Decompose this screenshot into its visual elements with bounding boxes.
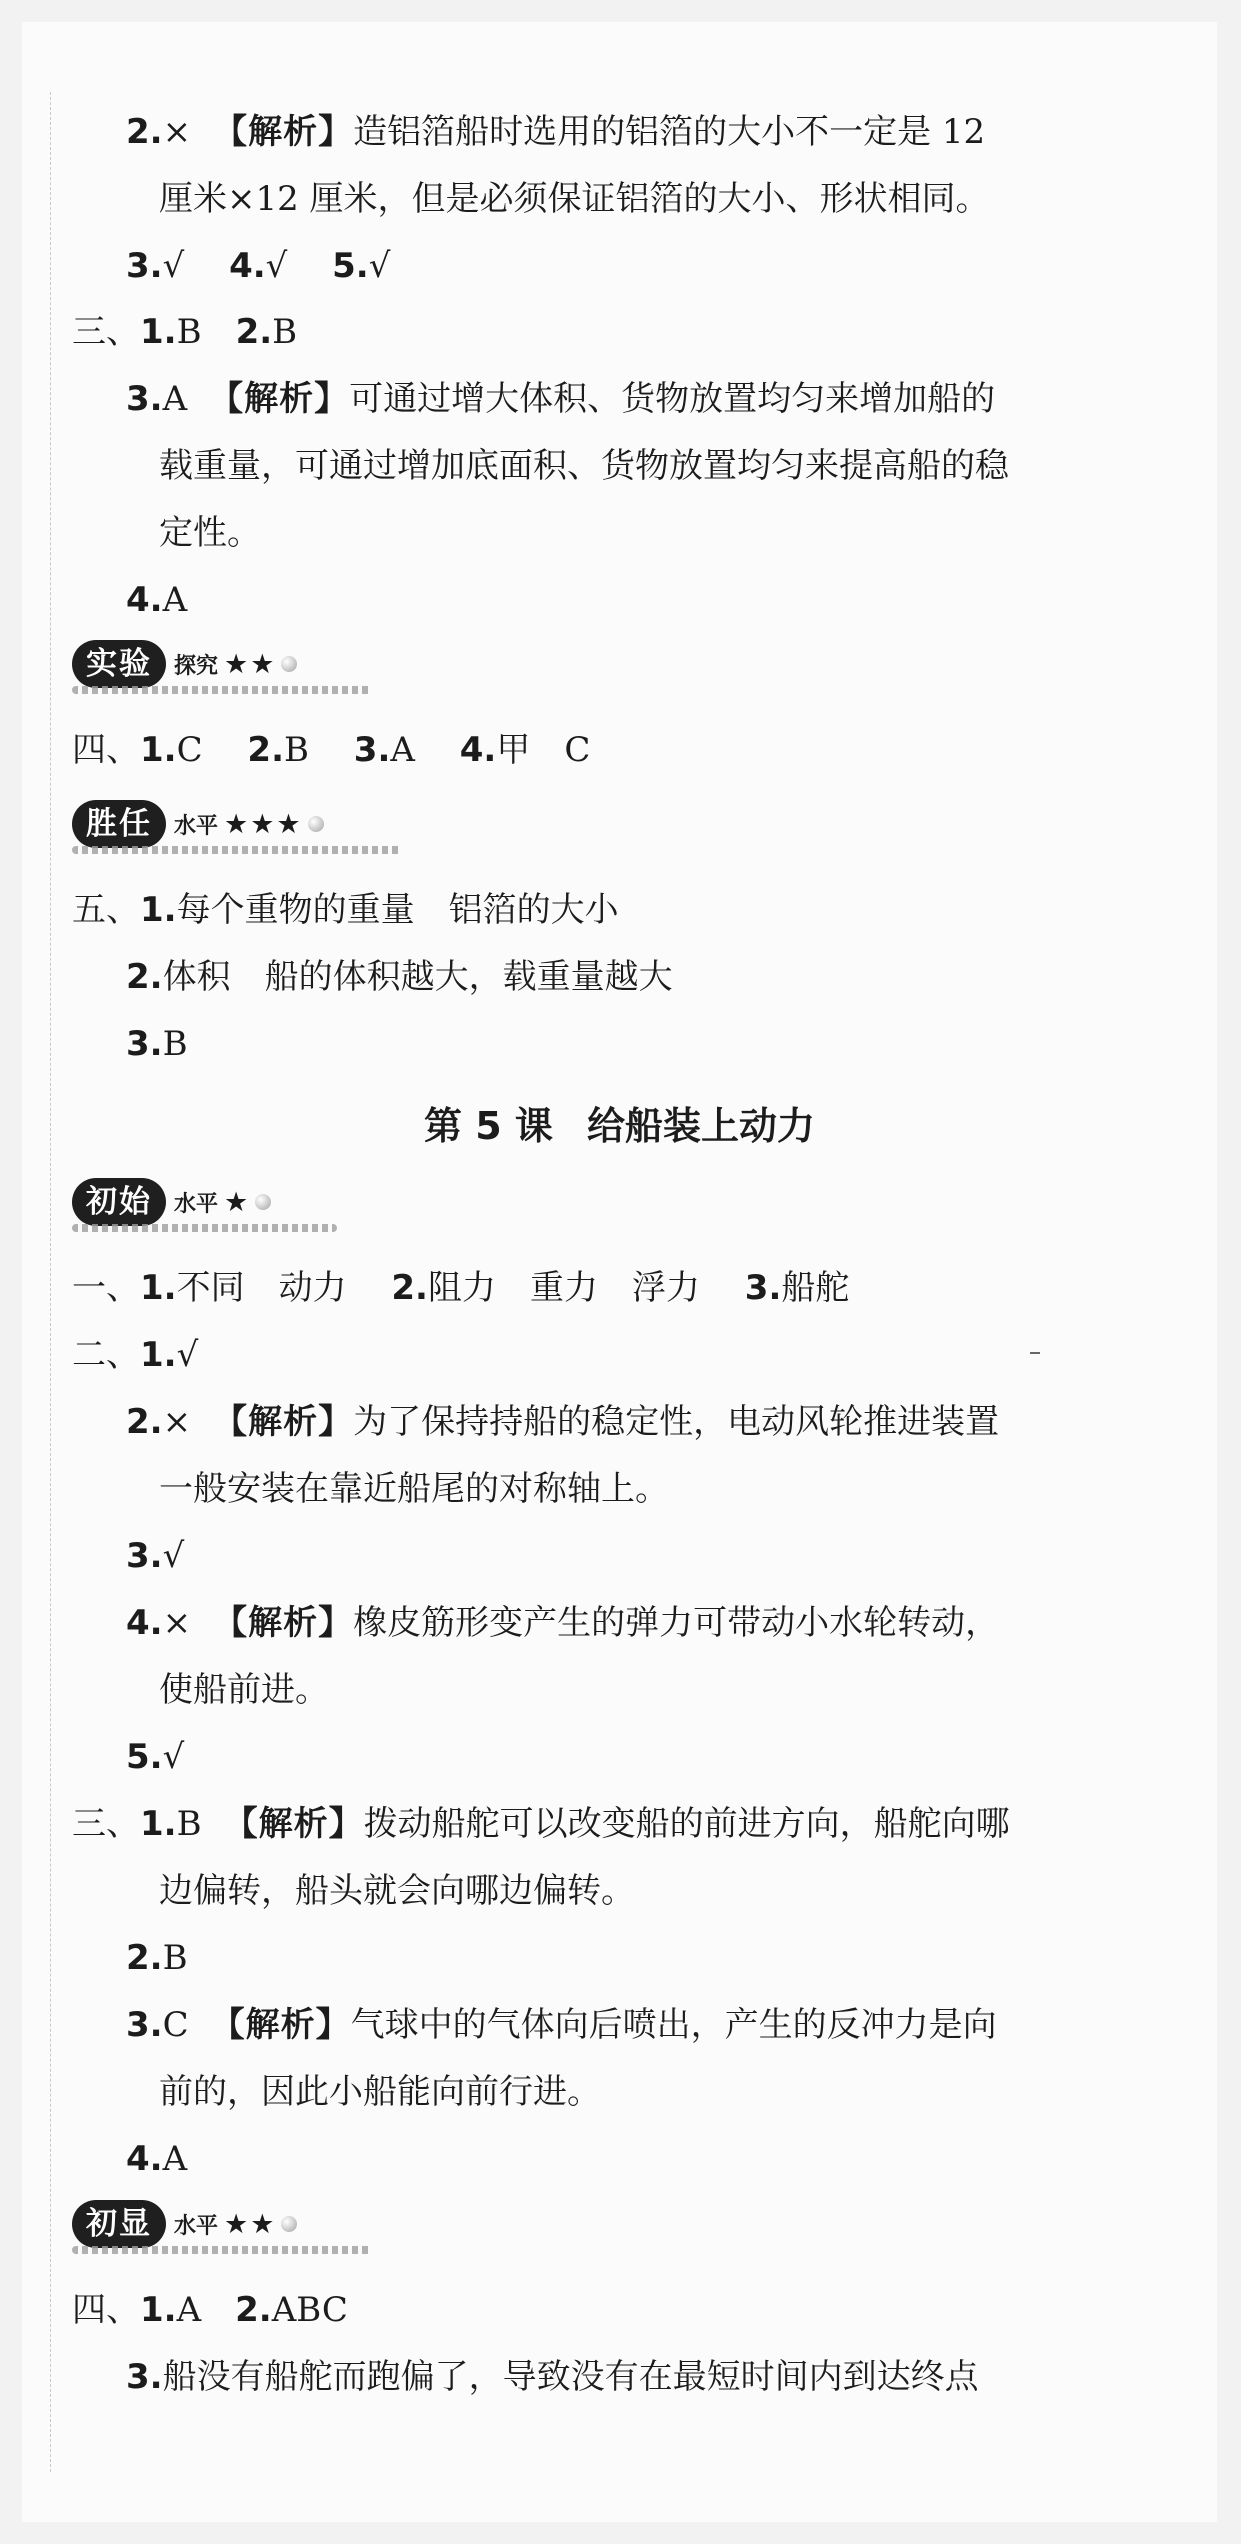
answer-line: 五、1.每个重物的重量 铝箔的大小 [72, 890, 619, 930]
wave-underline [72, 686, 372, 694]
wave-underline [72, 2246, 372, 2254]
answer-page [22, 22, 1217, 2522]
answer-line: 3.√ 4.√ 5.√ [126, 246, 391, 286]
level-badge-show: 初显 水平 ★★ [72, 2194, 297, 2254]
pearl-icon [308, 816, 324, 832]
pearl-icon [255, 1194, 271, 1210]
explanation-line: 一般安装在靠近船尾的对称轴上。 [159, 1469, 669, 1509]
answer-line: 四、1.A 2.ABC [72, 2290, 348, 2330]
answer-line: 四、1.C 2.B 3.A 4.甲 C [72, 730, 591, 770]
answer-line: 二、1.√ [72, 1335, 199, 1375]
explanation-line: 使船前进。 [159, 1670, 329, 1710]
lesson-title: 第 5 课 给船装上动力 [424, 1104, 815, 1148]
star-rating-icon: ★★★ [224, 808, 303, 840]
wave-underline [72, 846, 402, 854]
answer-line: 2.× 【解析】为了保持持船的稳定性，电动风轮推进装置 [126, 1402, 1000, 1442]
pearl-icon [281, 2216, 297, 2232]
level-badge-experiment: 实验 探究 ★★ [72, 634, 297, 694]
answer-line: 2.× 【解析】造铝箔船时选用的铝箔的大小不一定是 12 [126, 112, 986, 152]
level-badge-competent: 胜任 水平 ★★★ [72, 794, 324, 854]
star-rating-icon: ★ [224, 1186, 251, 1218]
star-rating-icon: ★★ [224, 648, 277, 680]
explanation-line: 定性。 [159, 513, 261, 553]
explanation-line: 厘米×12 厘米，但是必须保证铝箔的大小、形状相同。 [159, 179, 990, 219]
answer-line: 2.B [126, 1938, 188, 1978]
binding-margin-line [50, 92, 51, 2472]
answer-line: 5.√ [126, 1737, 185, 1777]
answer-line: 一、1.不同 动力 2.阻力 重力 浮力 3.船舵 [72, 1268, 850, 1308]
explanation-line: 前的，因此小船能向前行进。 [159, 2072, 601, 2112]
explanation-line: 边偏转，船头就会向哪边偏转。 [159, 1871, 635, 1911]
answer-line: 4.× 【解析】橡皮筋形变产生的弹力可带动小水轮转动， [126, 1603, 1000, 1643]
explanation-line: 载重量，可通过增加底面积、货物放置均匀来提高船的稳 [159, 446, 1009, 486]
pearl-icon [281, 656, 297, 672]
answer-line: 3.C 【解析】气球中的气体向后喷出，产生的反冲力是向 [126, 2005, 997, 2045]
star-rating-icon: ★★ [224, 2208, 277, 2240]
wave-underline [72, 1224, 337, 1232]
answer-line: 3.B [126, 1024, 188, 1064]
answer-line: 3.船没有船舵而跑偏了，导致没有在最短时间内到达终点 [126, 2357, 979, 2397]
answer-line: 三、1.B 【解析】拨动船舵可以改变船的前进方向，船舵向哪 [72, 1804, 1010, 1844]
answer-line: 2.体积 船的体积越大，载重量越大 [126, 957, 673, 997]
stray-mark [1030, 1352, 1040, 1354]
answer-line: 3.√ [126, 1536, 185, 1576]
answer-line: 4.A [126, 2139, 188, 2179]
answer-line: 3.A 【解析】可通过增大体积、货物放置均匀来增加船的 [126, 379, 996, 419]
answer-line: 4.A [126, 580, 188, 620]
level-badge-initial: 初始 水平 ★ [72, 1172, 271, 1232]
answer-line: 三、1.B 2.B [72, 312, 298, 352]
